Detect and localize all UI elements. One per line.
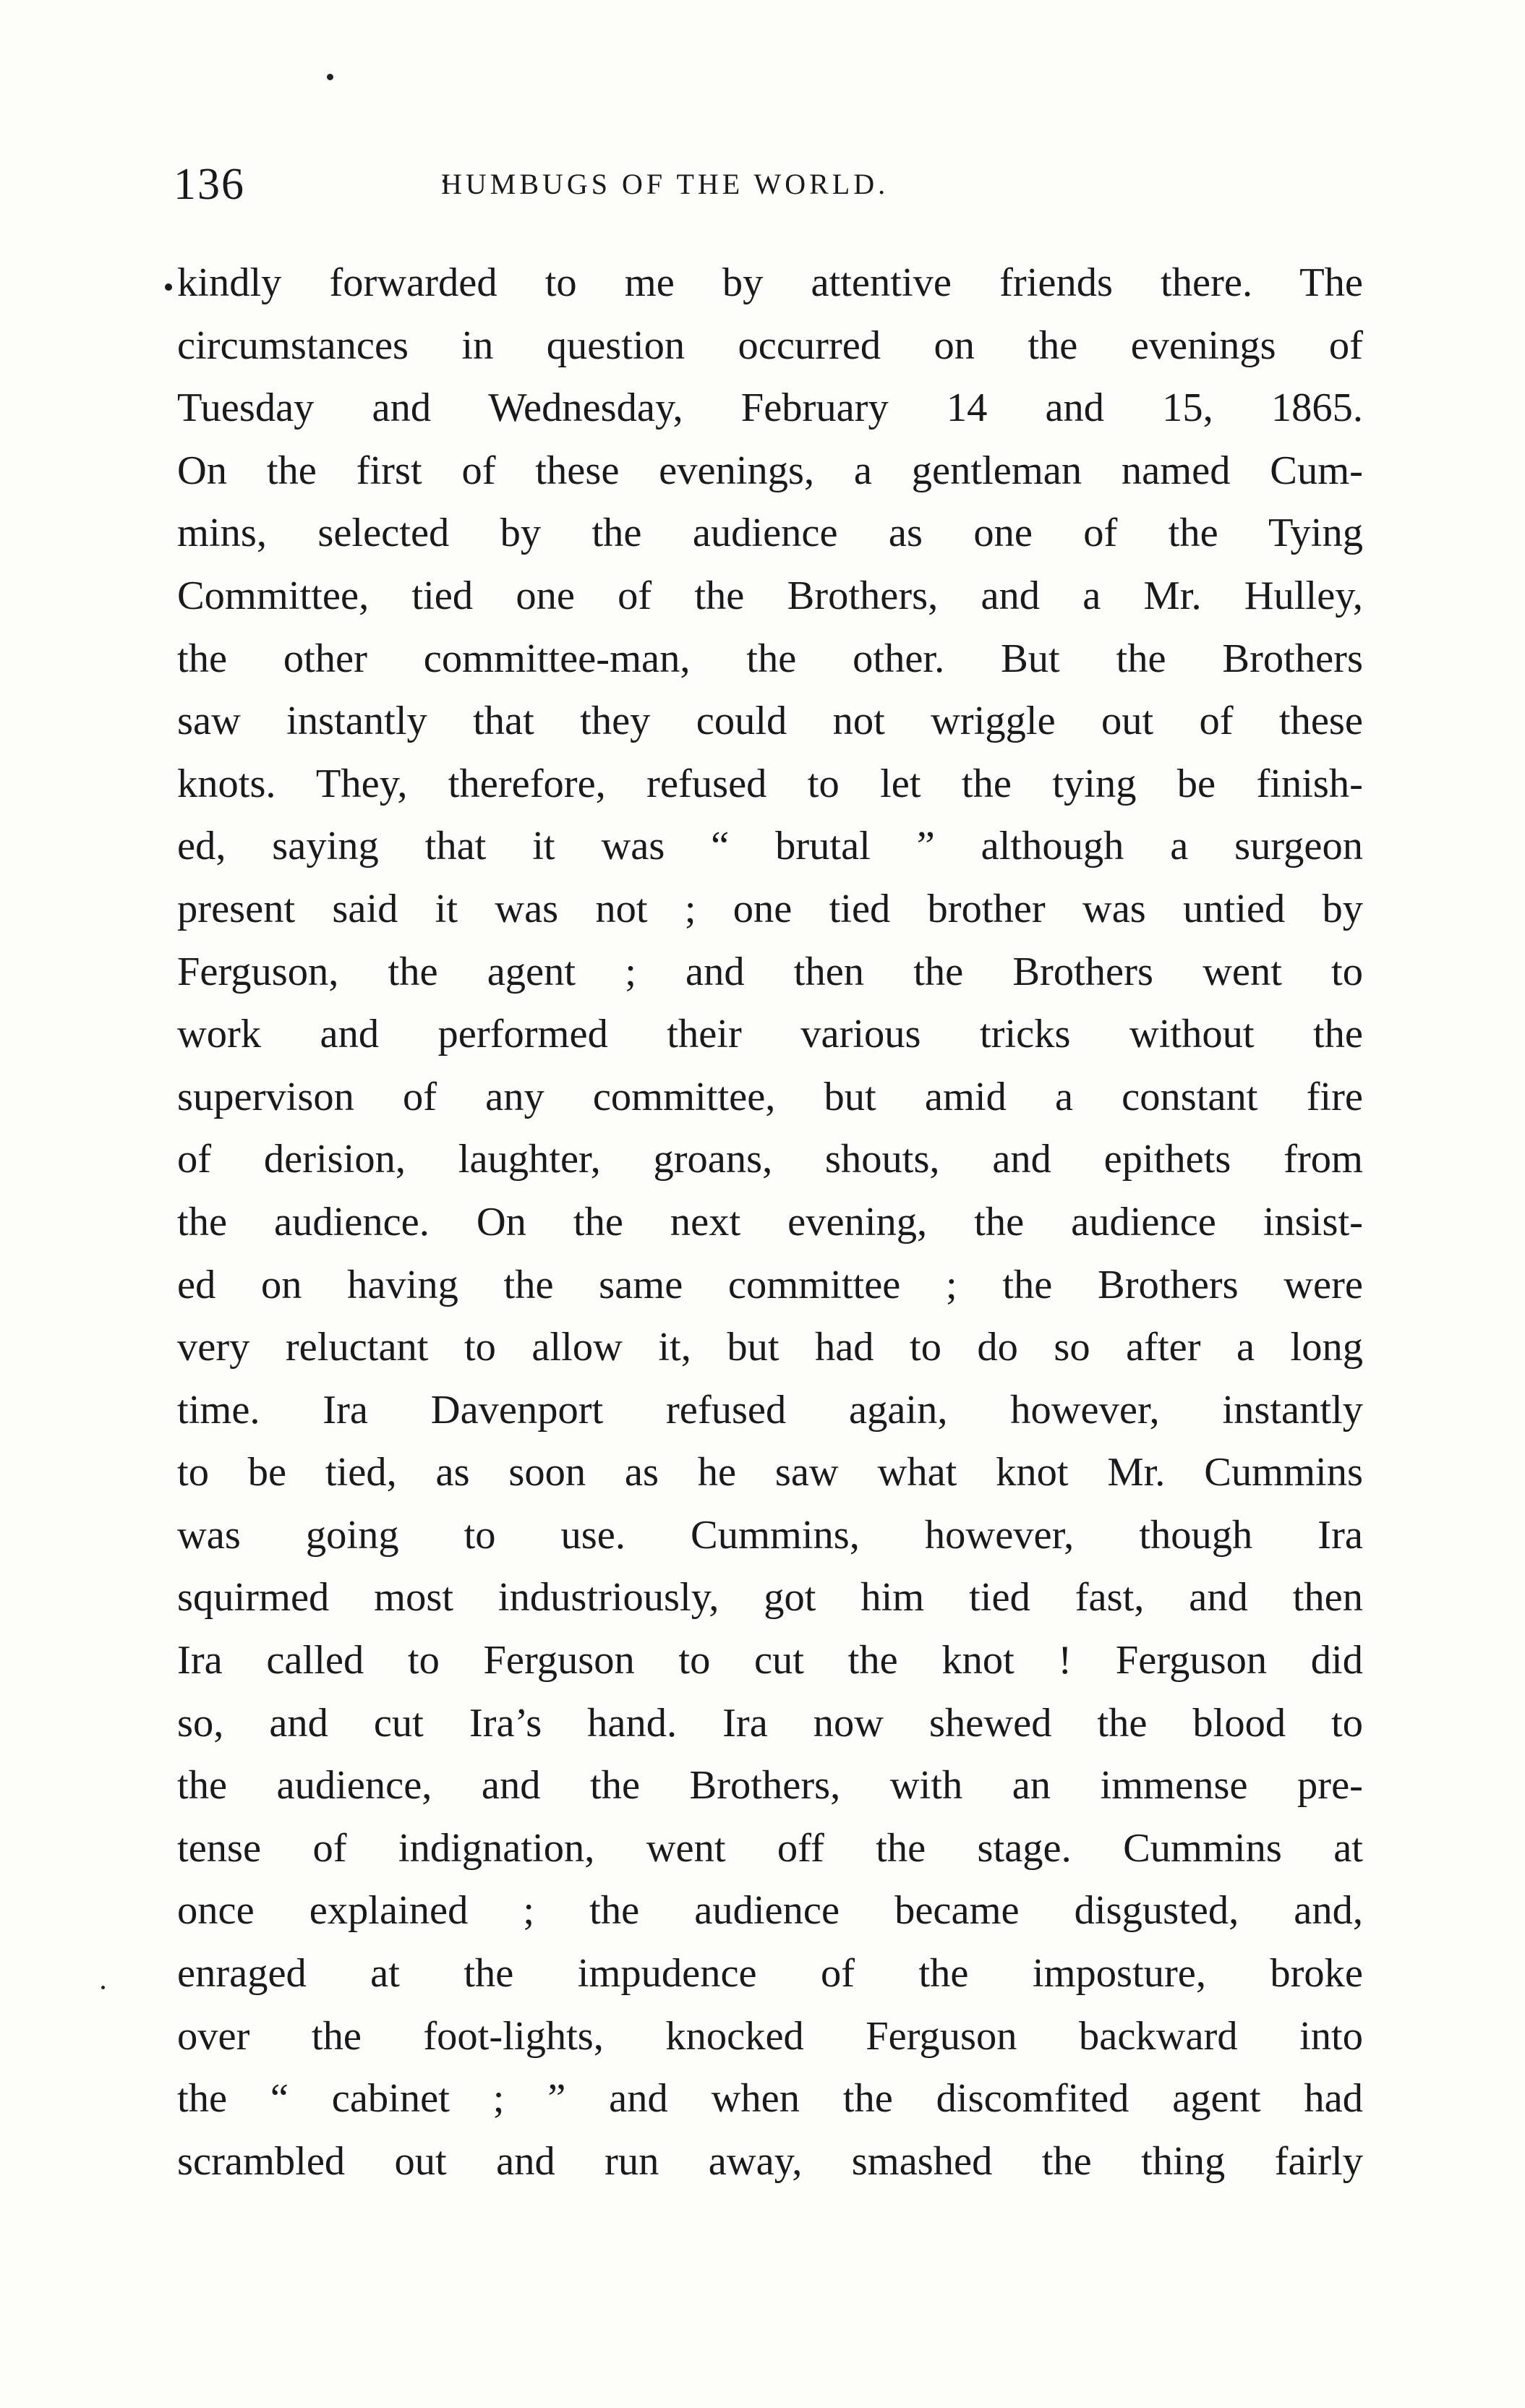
page-number: 136 xyxy=(174,160,245,209)
text-line: once explained ; the audience became disgusted, and, xyxy=(177,1888,1363,1934)
body-text xyxy=(177,252,1363,2193)
text-line: mins, selected by the audience as one of the Tying xyxy=(177,511,1363,556)
text-line: very reluctant to allow it, but had to do so after a long xyxy=(177,1325,1363,1370)
text-line: scrambled out and run away, smashed the thing fairly xyxy=(177,2138,1363,2184)
running-header xyxy=(174,145,1359,224)
text-line: On the first of these evenings, a gentleman named Cum- xyxy=(177,448,1363,493)
text-line: was going to use. Cummins, however, though Ira xyxy=(177,1512,1363,1558)
text-line: over the foot-lights, knocked Ferguson backward into xyxy=(177,2013,1363,2059)
text-line: tense of indignation, went off the stage. Cummins at xyxy=(177,1825,1363,1871)
text-line: saw instantly that they could not wriggle out of these xyxy=(177,699,1363,744)
text-line: present said it was not ; one tied brother was untied by xyxy=(177,886,1363,931)
text-line: supervison of any committee, but amid a constant fire xyxy=(177,1074,1363,1119)
text-line: kindly forwarded to me by attentive friends there. The xyxy=(177,260,1363,305)
text-line: to be tied, as soon as he saw what knot Mr. Cummins xyxy=(177,1450,1363,1495)
text-line: squirmed most industriously, got him tied fast, and then xyxy=(177,1575,1363,1621)
ink-speck xyxy=(101,1986,105,1989)
text-line: circumstances in question occurred on the evenings of xyxy=(177,323,1363,368)
text-line: ed, saying that it was “ brutal ” although a surgeon xyxy=(177,824,1363,869)
text-line: work and performed their various tricks without the xyxy=(177,1012,1363,1057)
text-line: Tuesday and Wednesday, February 14 and 15, 1865. xyxy=(177,385,1363,431)
text-line: the other committee-man, the other. But the Brothers xyxy=(177,636,1363,681)
text-line: enraged at the impudence of the imposture, broke xyxy=(177,1951,1363,1997)
text-line: ed on having the same committee ; the Brothers were xyxy=(177,1262,1363,1307)
text-line: Ira called to Ferguson to cut the knot ! Ferguson did xyxy=(177,1638,1363,1683)
text-line: the audience. On the next evening, the audience insist- xyxy=(177,1199,1363,1244)
text-line: knots. They, therefore, refused to let the tying be finish- xyxy=(177,761,1363,806)
text-line: so, and cut Ira’s hand. Ira now shewed the blood to xyxy=(177,1700,1363,1746)
text-line: of derision, laughter, groans, shouts, and epithets from xyxy=(177,1137,1363,1182)
text-line: the audience, and the Brothers, with an immense pre- xyxy=(177,1763,1363,1809)
paragraph-mark xyxy=(165,283,172,291)
running-title: HUMBUGS OF THE WORLD. xyxy=(441,168,889,200)
text-line: time. Ira Davenport refused again, however, instantly xyxy=(177,1387,1363,1433)
text-line: the “ cabinet ; ” and when the discomfited agent had xyxy=(177,2076,1363,2122)
ink-speck xyxy=(327,74,333,80)
text-line: Ferguson, the agent ; and then the Brothers went to xyxy=(177,949,1363,994)
text-line: Committee, tied one of the Brothers, and a Mr. Hulley, xyxy=(177,573,1363,618)
